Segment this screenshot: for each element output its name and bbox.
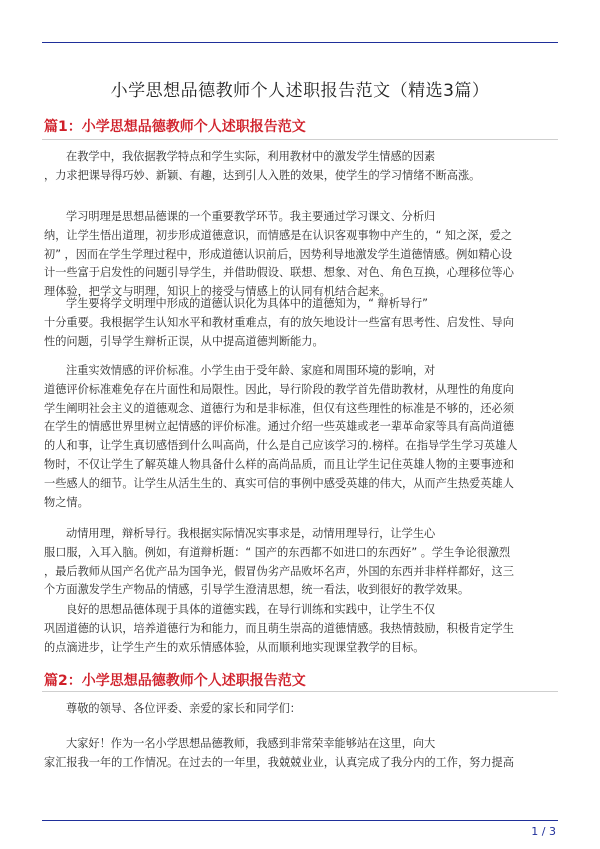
section-1-paragraph-5 <box>44 525 556 600</box>
section-1-paragraph-3 <box>44 295 556 351</box>
text-line: 理体验，把学文与明理，知识上的接受与情感上的认同有机结合起来。 <box>44 285 391 299</box>
text-line: ，力求把课导得巧妙、新颖、有趣，达到引人入胜的效果，使学生的学习情绪不断高涨。 <box>44 168 481 182</box>
text-line: 物之情。 <box>44 495 89 509</box>
section-2-paragraph-1 <box>44 700 556 719</box>
text-line: 动情用理，辩析导行。我根据实际情况实事求是，动情用理导行，让学生心 <box>66 527 436 540</box>
page-indicator: 1 / 3 <box>531 825 556 838</box>
text-line: 服口服，入耳入脑。例如，有道辩析题：“ 国产的东西都不如进口的东西好” 。学生争论很激烈 <box>44 545 511 559</box>
section-1-heading: 篇1：小学思想品德教师个人述职报告范文 <box>44 119 306 135</box>
section-1-paragraph-1 <box>44 148 556 186</box>
text-line: 学生要将学文明理中形成的道德认识化为具体中的道德知为，“ 辩析导行” <box>66 297 428 310</box>
section-2-paragraph-2 <box>44 735 556 773</box>
text-line: 的点滴进步，让学生产生的欢乐情感体验，从而顺利地实现课堂教学的目标。 <box>44 640 425 654</box>
text-line: 十分重要。我根据学生认知水平和教材重难点，有的放矢地设计一些富有思考性、启发性、导向 <box>44 315 514 329</box>
section-1-paragraph-4 <box>44 362 556 512</box>
document-title: 小学思想品德教师个人述职报告范文（精选3篇） <box>110 81 490 101</box>
footer-rule <box>42 820 558 821</box>
text-line: 学习明理是思想品德课的一个重要教学环节。我主要通过学习课文、分析归 <box>66 210 436 223</box>
text-line: 个方面激发学生产物品的情感，引导学生澄清思想，统一看法，收到很好的教学效果。 <box>44 583 470 597</box>
text-line: 在教学中，我依据教学特点和学生实际，利用教材中的激发学生情感的因素 <box>66 150 436 163</box>
text-line: 家汇报我一年的工作情况。在过去的一年里，我兢兢业业，认真完成了我分内的工作，努力提高 <box>44 755 514 769</box>
text-line: 大家好！作为一名小学思想品德教师，我感到非常荣幸能够站在这里，向大 <box>66 737 436 750</box>
text-line: 一些感人的细节。让学生从活生生的、真实可信的事例中感受英雄的伟大，从而产生热爱英雄人 <box>44 476 514 490</box>
text-line: 纳，让学生悟出道理，初步形成道德意识，而情感是在认识客观事物中产生的，“ 知之深，爱之 <box>44 228 513 242</box>
section-1-divider <box>42 139 558 140</box>
section-2-divider <box>42 691 558 692</box>
text-line: 学生阐明社会主义的道德观念、道德行为和是非标准，但仅有这些理性的标准是不够的，还必须 <box>44 401 514 415</box>
text-line: ，最后教师从国产名优产品为国争光，假冒伪劣产品败坏名声，外国的东西并非样样都好，这三 <box>44 564 514 578</box>
text-line: 在学生的情感世界里树立起情感的评价标准。通过介绍一些英雄或老一辈革命家等具有高尚道德 <box>44 420 514 434</box>
text-line: 巩固道德的认识，培养道德行为和能力，而且萌生崇高的道德情感。我热情鼓励，积极肯定学生 <box>44 621 514 635</box>
section-1-paragraph-6 <box>44 601 556 657</box>
header-rule <box>42 42 558 43</box>
text-line: 尊敬的领导、各位评委、亲爱的家长和同学们： <box>66 702 301 715</box>
text-line: 道德评价标准难免存在片面性和局限性。因此，导行阶段的教学首先借助教材，从理性的角度向 <box>44 382 514 396</box>
text-line: 初” ，因而在学生学理过程中，形成道德认识前后，因势利导地激发学生道德情感。例如精心设 <box>44 247 513 261</box>
text-line: 注重实效情感的评价标准。小学生由于受年龄、家庭和周围环境的影响，对 <box>66 364 436 377</box>
text-line: 良好的思想品德体现于具体的道德实践，在导行训练和实践中，让学生不仅 <box>66 603 436 616</box>
text-line: 性的问题，引导学生辩析正误，从中提高道德判断能力。 <box>44 334 324 348</box>
text-line: 计一些富于启发性的问题引导学生，并借助假设、联想、想象、对色、角色互换，心理移位等心 <box>44 266 514 280</box>
section-2-heading: 篇2：小学思想品德教师个人述职报告范文 <box>44 673 306 689</box>
section-1-paragraph-2 <box>44 208 556 302</box>
text-line: 的人和事，让学生真切感悟到什么叫高尚，什么是自己应该学习的.榜样。在指导学生学习英雄人 <box>44 439 518 453</box>
text-line: 物时，不仅让学生了解英雄人物具备什么样的高尚品质，而且让学生记住英雄人物的主要事迹和 <box>44 457 514 471</box>
